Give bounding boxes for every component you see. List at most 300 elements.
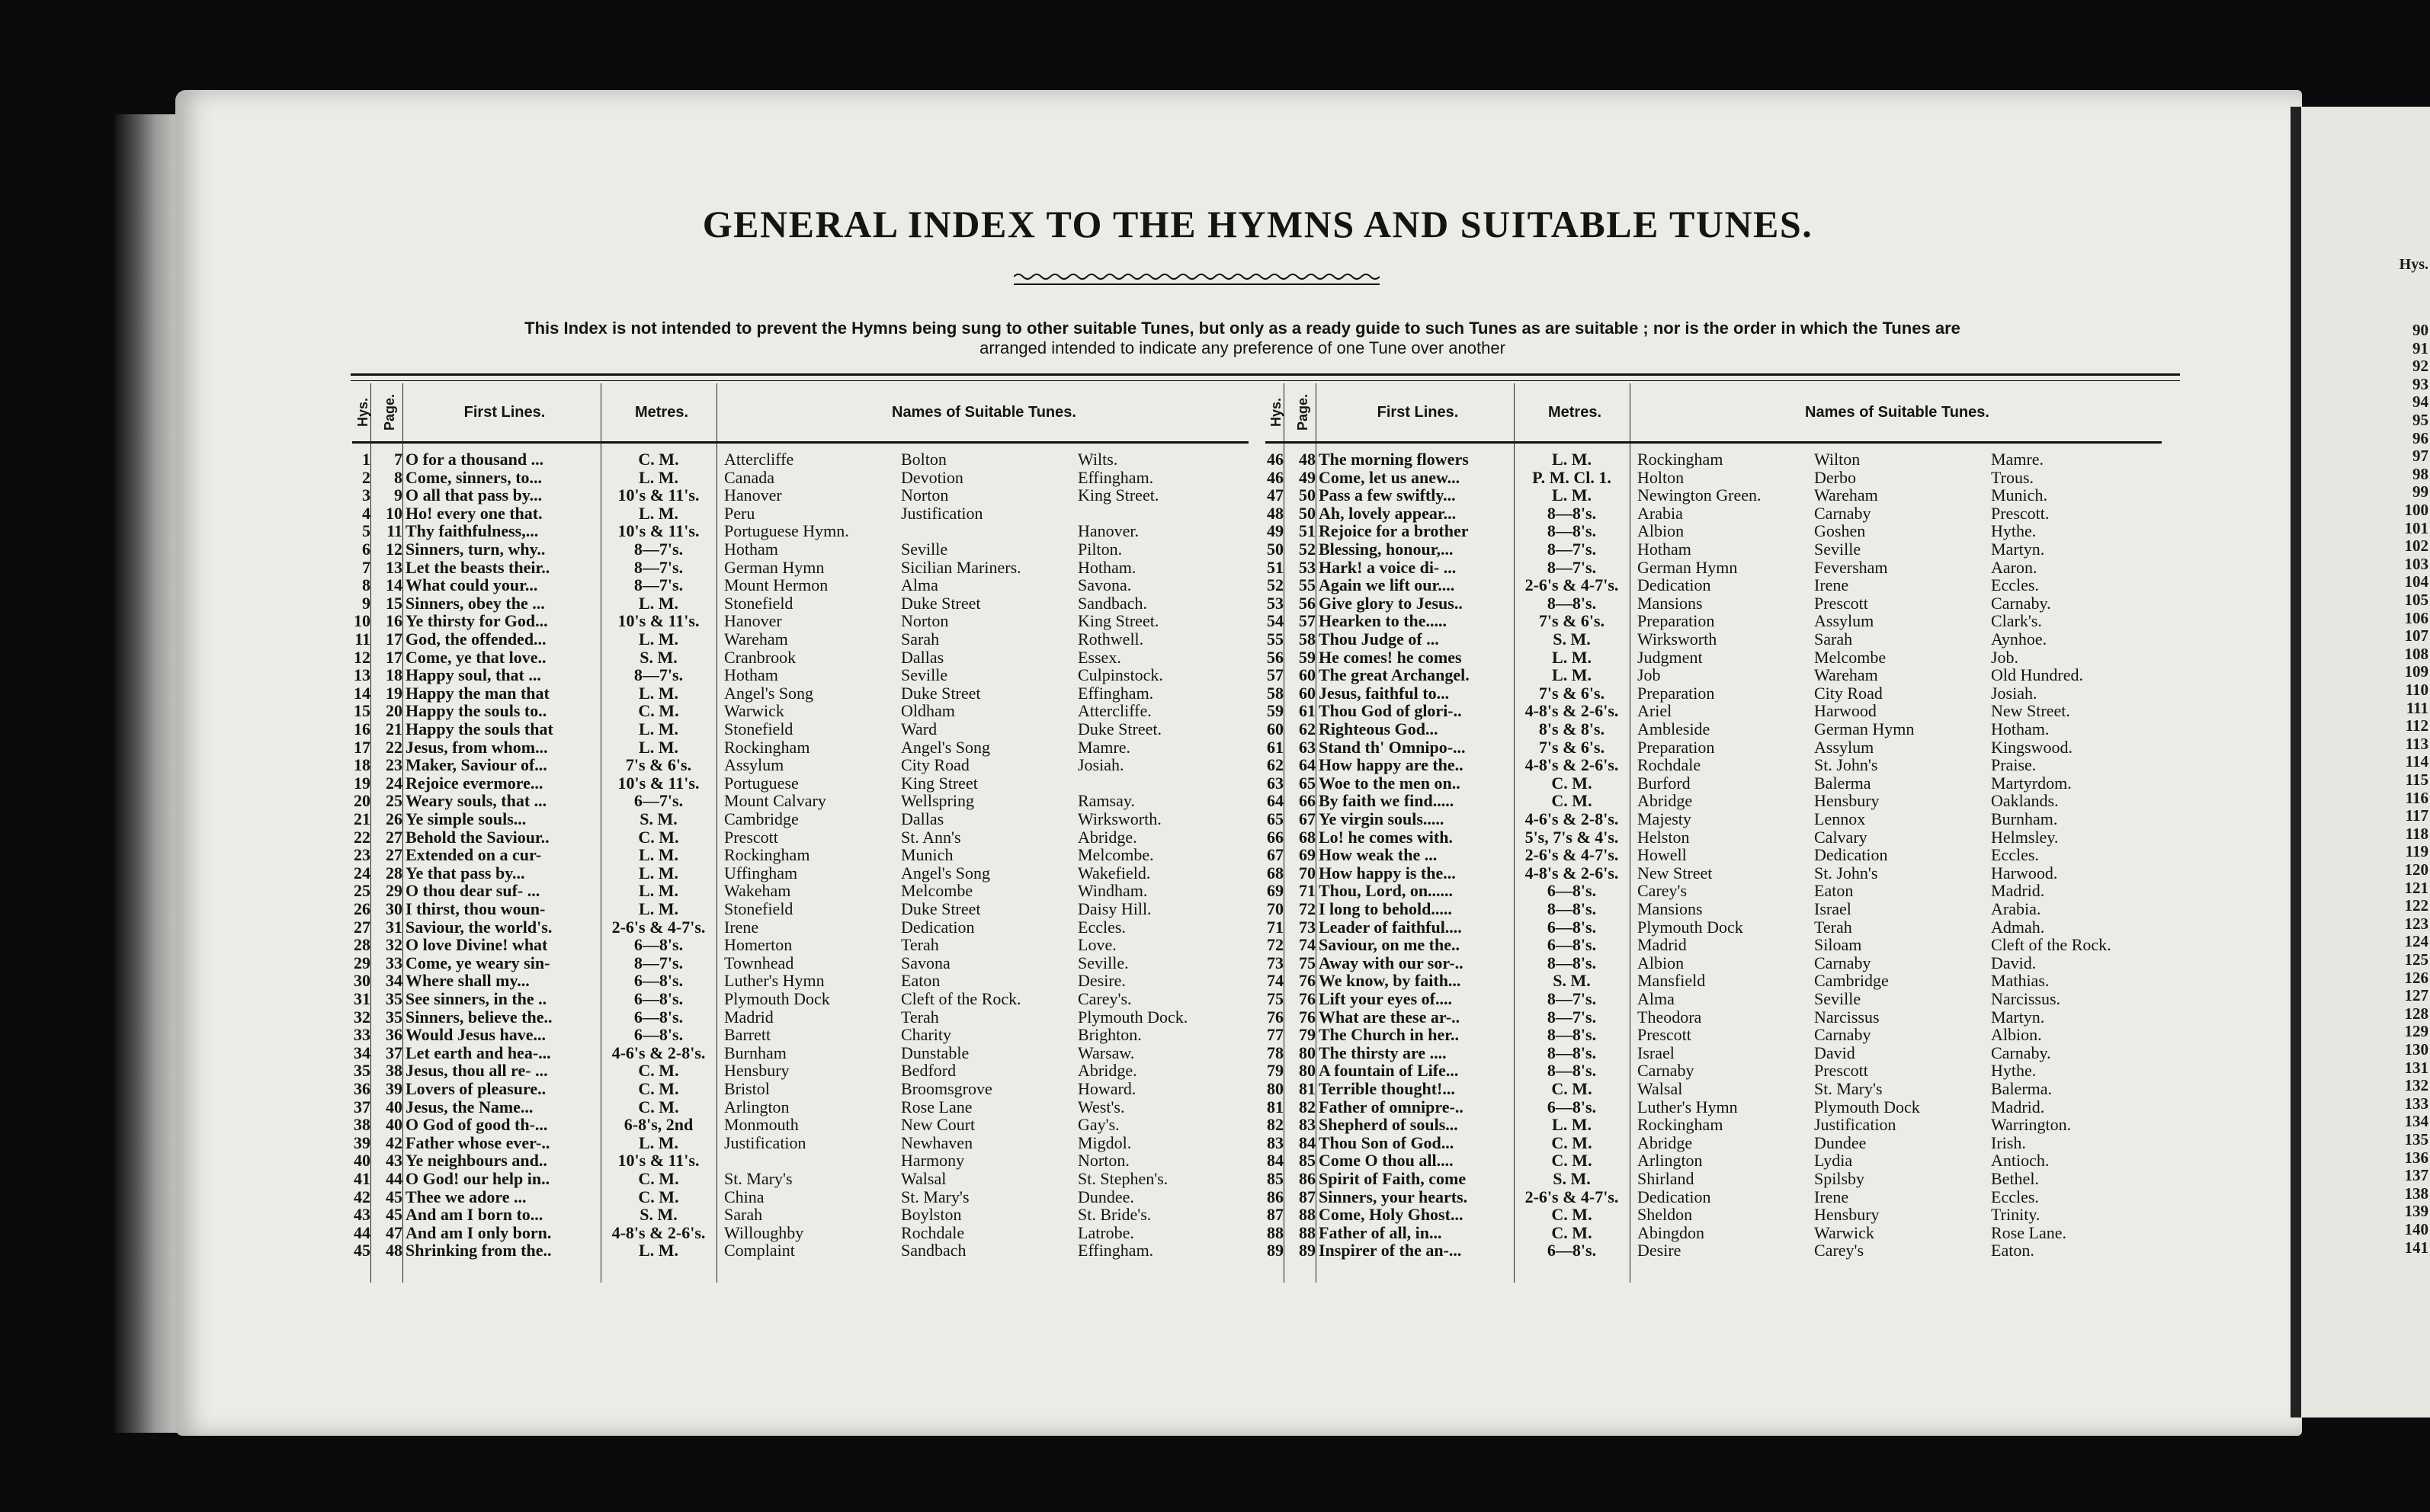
metre: C. M. (638, 1061, 679, 1081)
metre: L. M. (639, 737, 678, 757)
tune-1: Theodora (1637, 1007, 1702, 1027)
tune-3: Martyn. (1991, 540, 2045, 559)
tune-1: Abridge (1637, 791, 1693, 811)
hymn-number: 35 (354, 1061, 370, 1081)
page-number: 7 (394, 450, 402, 469)
metre: 6—8's. (1547, 917, 1597, 937)
first-line: Sinners, turn, why.. (406, 540, 546, 559)
tune-2: Duke Street (901, 593, 981, 613)
hymn-number: 87 (1267, 1205, 1284, 1225)
hymn-number: 75 (1267, 989, 1284, 1008)
first-line: Ye neighbours and.. (406, 1151, 547, 1171)
page-number: 75 (1299, 953, 1316, 972)
tune-3: Munich. (1991, 485, 2047, 505)
table-row (1265, 774, 2162, 793)
tune-2: Feversham (1814, 557, 1888, 577)
tune-2: Walsal (901, 1169, 947, 1188)
hymn-number: 70 (1267, 899, 1284, 918)
next-page-hymn-number: 138 (2404, 1184, 2428, 1203)
first-line: Leader of faithful.... (1319, 917, 1462, 937)
metre: 6—8's. (633, 1007, 684, 1027)
metre: C. M. (638, 827, 679, 847)
tune-3: Josiah. (1991, 683, 2037, 703)
page-number: 76 (1299, 971, 1316, 991)
first-line: What are these ar-.. (1319, 1007, 1460, 1027)
first-line: Happy the souls to.. (406, 701, 547, 721)
tune-1: German Hymn (1637, 557, 1738, 577)
metre: S. M. (640, 647, 678, 667)
tune-2: Justification (901, 503, 983, 523)
page-number: 50 (1299, 485, 1316, 505)
next-page-hymn-number: 95 (2412, 411, 2428, 429)
tune-2: Hensbury (1814, 1205, 1880, 1225)
first-line: Thee we adore ... (406, 1187, 527, 1206)
page-number: 80 (1299, 1061, 1316, 1081)
hymn-number: 85 (1267, 1169, 1284, 1188)
hymn-number: 56 (1267, 647, 1284, 667)
metre: S. M. (1553, 1169, 1591, 1188)
hymn-number: 59 (1267, 701, 1284, 721)
metre: C. M. (1551, 773, 1592, 793)
tune-2: Derbo (1814, 467, 1856, 487)
tune-1: Ambleside (1637, 719, 1710, 738)
page-number: 19 (386, 683, 402, 703)
hymn-number: 14 (354, 683, 370, 703)
first-line: And am I born to... (406, 1205, 543, 1225)
table-row (352, 702, 1249, 720)
tune-3: Desire. (1078, 971, 1126, 991)
page-number: 17 (386, 647, 402, 667)
tune-1: New Street (1637, 863, 1713, 883)
tune-3: Seville. (1078, 953, 1129, 972)
tune-1: Arlington (724, 1097, 790, 1116)
tune-1: Madrid (724, 1007, 774, 1027)
page-number: 53 (1299, 557, 1316, 577)
metre: 8—8's. (1547, 899, 1597, 918)
hys-header-label: Hys. (354, 397, 370, 428)
hymn-number: 55 (1267, 629, 1284, 649)
next-page-hymn-number: 131 (2404, 1058, 2428, 1077)
tune-1: Rockingham (1637, 450, 1723, 469)
metre: 8—7's. (1547, 1007, 1597, 1027)
tune-3: Carey's. (1078, 989, 1132, 1008)
tune-2: Carnaby (1814, 1025, 1871, 1045)
table-row (1265, 576, 2162, 594)
table-row (352, 1044, 1249, 1062)
hymn-number: 8 (362, 575, 370, 595)
tune-2: Wilton (1814, 450, 1861, 469)
tune-2: Eaton (901, 971, 941, 991)
tune-1: Majesty (1637, 809, 1691, 828)
table-row (1265, 1080, 2162, 1098)
next-page-hymn-numbers (2399, 256, 2430, 1349)
tune-3: Eccles. (1991, 845, 2039, 865)
hymn-number: 3 (362, 485, 370, 505)
tune-1: Willoughby (724, 1222, 804, 1242)
table-row (352, 990, 1249, 1008)
table-row (1265, 649, 2162, 667)
tune-2: St. John's (1814, 755, 1878, 775)
tune-1: Plymouth Dock (1637, 917, 1743, 937)
tune-3: Effingham. (1078, 1241, 1154, 1261)
tune-2: Broomsgrove (901, 1079, 992, 1098)
tune-3: Helmsley. (1991, 827, 2059, 847)
metre: L. M. (639, 881, 678, 901)
first-line: How happy is the... (1319, 863, 1456, 883)
tune-2: St. Mary's (901, 1187, 970, 1206)
tune-2: New Court (901, 1115, 976, 1135)
tune-3: Rose Lane. (1991, 1222, 2066, 1242)
metre: L. M. (639, 845, 678, 865)
metre: 8—7's. (633, 953, 684, 972)
metres-header (1517, 383, 1633, 441)
hymn-number: 73 (1267, 953, 1284, 972)
tune-3: Clark's. (1991, 611, 2042, 631)
tune-2: Munich (901, 845, 954, 865)
hymn-number: 46 (1267, 467, 1284, 487)
page-number: 30 (386, 899, 402, 918)
tune-2: Plymouth Dock (1814, 1097, 1920, 1116)
table-row (1265, 936, 2162, 954)
metre: C. M. (638, 1169, 679, 1188)
first-line: Happy soul, that ... (406, 665, 541, 685)
tune-1: Preparation (1637, 737, 1715, 757)
table-row (1265, 559, 2162, 577)
tune-1: Newington Green. (1637, 485, 1762, 505)
tune-2: Dallas (901, 809, 944, 828)
first-lines-header (406, 383, 604, 441)
next-page-hymn-number: 115 (2405, 770, 2428, 789)
next-page-hymn-number: 92 (2412, 357, 2428, 376)
next-page-hymn-number: 132 (2404, 1076, 2428, 1095)
next-page-hymn-number: 100 (2404, 501, 2428, 519)
tune-3: Love. (1078, 935, 1117, 955)
next-page-hymn-number: 94 (2412, 392, 2428, 412)
tune-3: Josiah. (1078, 755, 1124, 775)
table-row (352, 1026, 1249, 1044)
table-row (1265, 666, 2162, 684)
tune-2: St. Ann's (901, 827, 961, 847)
page-number: 48 (1299, 450, 1316, 469)
tune-3: Hotham. (1991, 719, 2050, 738)
table-row (1265, 630, 2162, 649)
first-line: Come, sinners, to... (406, 467, 543, 487)
hymn-number: 84 (1267, 1151, 1284, 1171)
tune-1: Cambridge (724, 809, 799, 828)
hymn-number: 4 (362, 503, 370, 523)
tune-2: Harmony (901, 1151, 965, 1171)
first-line: Sinners, your hearts. (1319, 1187, 1468, 1206)
next-page-hymn-number: 103 (2404, 554, 2428, 573)
page-number: 45 (386, 1205, 402, 1225)
metre: L. M. (639, 719, 678, 738)
page-number: 10 (386, 503, 402, 523)
tune-3: Carnaby. (1991, 593, 2051, 613)
table-row (352, 720, 1249, 738)
page-number: 60 (1299, 683, 1316, 703)
page-number: 74 (1299, 935, 1316, 955)
hymn-number: 21 (354, 809, 370, 828)
table-row (1265, 756, 2162, 774)
first-line: O God of good th-... (406, 1115, 548, 1135)
tune-3: Irish. (1991, 1132, 2026, 1152)
metre: 8—8's. (1547, 1043, 1597, 1062)
first-line: Ye thirsty for God... (406, 611, 548, 631)
tune-2: Eaton (1814, 881, 1854, 901)
tune-3: Attercliffe. (1078, 701, 1152, 721)
metre: L. M. (639, 1241, 678, 1261)
page-number: 88 (1299, 1205, 1316, 1225)
table-row (1265, 1008, 2162, 1027)
tune-3: Brighton. (1078, 1025, 1142, 1045)
hymn-number: 13 (354, 665, 370, 685)
tune-2: Harwood (1814, 701, 1877, 721)
page-number: 76 (1299, 1007, 1316, 1027)
hymn-number: 39 (354, 1132, 370, 1152)
page-header-label: Page. (381, 393, 397, 431)
tune-1: Assylum (724, 755, 784, 775)
metre: P. M. Cl. 1. (1532, 467, 1611, 487)
next-page-hymn-number: 126 (2404, 968, 2428, 987)
tune-2: Charity (901, 1025, 951, 1045)
page-number: 76 (1299, 989, 1316, 1008)
tune-1: Attercliffe (724, 450, 794, 469)
tune-3: David. (1991, 953, 2037, 972)
page-number: 56 (1299, 593, 1316, 613)
table-row (1265, 486, 2162, 505)
tune-3: Prescott. (1991, 503, 2050, 523)
next-page-hymn-number: 133 (2404, 1094, 2428, 1113)
tune-3: Aynhoe. (1991, 629, 2047, 649)
table-row (352, 1224, 1249, 1242)
table-row (1265, 954, 2162, 972)
page-number: 83 (1299, 1115, 1316, 1135)
table-row (1265, 450, 2162, 469)
next-page-hymn-number: 114 (2405, 752, 2428, 771)
page-header-label: Page. (1294, 393, 1310, 431)
table-row (352, 469, 1249, 487)
first-line: The thirsty are .... (1319, 1043, 1447, 1062)
page-number: 49 (1299, 467, 1316, 487)
tune-1: German Hymn (724, 557, 825, 577)
next-page-hymn-number: 101 (2404, 518, 2428, 537)
first-line: Inspirer of the an-... (1319, 1241, 1462, 1261)
page-number: 89 (1299, 1241, 1316, 1261)
hymn-number: 58 (1267, 683, 1284, 703)
first-line: By faith we find..... (1319, 791, 1454, 811)
page-number: 68 (1299, 827, 1316, 847)
hys-header-label: Hys. (1268, 397, 1284, 428)
table-row (1265, 702, 2162, 720)
metre: S. M. (640, 809, 678, 828)
table-row (1265, 720, 2162, 738)
tunes-header (1633, 383, 2162, 441)
tune-3: Hotham. (1078, 557, 1136, 577)
hymn-number: 43 (354, 1205, 370, 1225)
hymn-number: 24 (354, 863, 370, 883)
first-line: Saviour, on me the.. (1319, 935, 1460, 955)
tune-1: Walsal (1637, 1079, 1683, 1098)
page-number: 29 (386, 881, 402, 901)
metre: 7's & 6's. (625, 755, 692, 775)
tune-2: Cambridge (1814, 971, 1889, 991)
tune-1: Mount Hermon (724, 575, 829, 595)
first-lines-header (1319, 383, 1517, 441)
tune-2: St. Mary's (1814, 1079, 1883, 1098)
tune-3: West's. (1078, 1097, 1125, 1116)
next-page-hymn-number: 107 (2404, 626, 2428, 645)
page-number: 35 (386, 1007, 402, 1027)
hymn-number: 30 (354, 971, 370, 991)
hymn-number: 1 (362, 450, 370, 469)
next-page-hymn-number: 130 (2404, 1040, 2428, 1059)
metre: S. M. (1553, 629, 1591, 649)
page-number: 37 (386, 1043, 402, 1062)
hymn-number: 5 (362, 521, 370, 541)
hymn-number: 33 (354, 1025, 370, 1045)
tune-3: Trinity. (1991, 1205, 2040, 1225)
index-note-line-2: arranged intended to indicate any preference of one Tune over another (979, 338, 1505, 357)
tune-3: Plymouth Dock. (1078, 1007, 1188, 1027)
next-page-hymn-number: 137 (2404, 1166, 2428, 1185)
page-title: GENERAL INDEX TO THE HYMNS AND SUITABLE TUNES. (702, 203, 1813, 245)
metre: L. M. (639, 863, 678, 883)
tune-1: Rockingham (724, 845, 810, 865)
hymn-number: 27 (354, 917, 370, 937)
table-row (1265, 882, 2162, 900)
metre: 10's & 11's. (617, 611, 700, 631)
tune-2: David (1814, 1043, 1855, 1062)
tune-3: Balerma. (1991, 1079, 2053, 1098)
table-row (1265, 540, 2162, 559)
metre: 10's & 11's. (617, 773, 700, 793)
tune-2: Assylum (1814, 737, 1874, 757)
page-number: 40 (386, 1115, 402, 1135)
metre: L. M. (1552, 665, 1592, 685)
tune-1: Justification (724, 1132, 806, 1152)
tune-1: Burnham (724, 1043, 787, 1062)
next-page-hymn-number: 118 (2405, 824, 2428, 843)
first-line: Let earth and hea-... (406, 1043, 551, 1062)
tune-3: Duke Street. (1078, 719, 1162, 738)
table-row (1265, 1062, 2162, 1080)
first-line: Shrinking from the.. (406, 1241, 552, 1261)
hymn-number: 88 (1267, 1222, 1284, 1242)
next-page-hymn-number: 96 (2412, 428, 2428, 447)
tune-1: Rockingham (724, 737, 810, 757)
tune-2: Wareham (1814, 485, 1878, 505)
page-number: 18 (386, 665, 402, 685)
page-number: 17 (386, 629, 402, 649)
tune-2: Carnaby (1814, 953, 1871, 972)
next-page-hymn-number: 128 (2404, 1004, 2428, 1023)
tune-3: Trous. (1991, 467, 2034, 487)
metre: C. M. (638, 1097, 679, 1116)
tune-1: Angel's Song (724, 683, 814, 703)
first-line: Spirit of Faith, come (1319, 1169, 1467, 1188)
tune-1: Luther's Hymn (1637, 1097, 1738, 1116)
tune-2: City Road (1814, 683, 1883, 703)
hymn-number: 48 (1267, 503, 1284, 523)
hymn-number: 11 (354, 629, 370, 649)
tune-3: Pilton. (1078, 540, 1123, 559)
first-line: Come, ye that love.. (406, 647, 547, 667)
first-line: Father of all, in... (1319, 1222, 1442, 1242)
tune-3: St. Bride's. (1078, 1205, 1152, 1225)
tune-3: Antioch. (1991, 1151, 2050, 1171)
page-number: 62 (1299, 719, 1316, 738)
first-line: Woe to the men on.. (1319, 773, 1460, 793)
page-number: 15 (386, 593, 402, 613)
tune-2: Sarah (1814, 629, 1853, 649)
first-line: How weak the ... (1319, 845, 1438, 865)
next-page-hymn-number: 123 (2404, 914, 2428, 933)
page-number: 43 (386, 1151, 402, 1171)
tune-1: Bristol (724, 1079, 770, 1098)
next-page-hys-header: Hys. (2399, 256, 2428, 273)
first-line: Jesus, faithful to... (1319, 683, 1450, 703)
metre: 8—8's. (1547, 593, 1597, 613)
table-row (1265, 828, 2162, 847)
page-number: 84 (1299, 1132, 1316, 1152)
metre: C. M. (638, 701, 679, 721)
page-number: 86 (1299, 1169, 1316, 1188)
first-line: Ye that pass by... (406, 863, 525, 883)
metre: 6—7's. (633, 791, 684, 811)
tune-2: Sicilian Mariners. (901, 557, 1021, 577)
tune-2: Prescott (1814, 1061, 1868, 1081)
hymn-number: 79 (1267, 1061, 1284, 1081)
metre: 10's & 11's. (617, 1151, 700, 1171)
page-number: 40 (386, 1097, 402, 1116)
tune-1: Carey's (1637, 881, 1688, 901)
tune-2: Cleft of the Rock. (901, 989, 1021, 1008)
hymn-number: 49 (1267, 521, 1284, 541)
tune-1: Canada (724, 467, 774, 487)
tune-3: Daisy Hill. (1078, 899, 1152, 918)
page-number: 34 (386, 971, 402, 991)
tune-2: Rose Lane (901, 1097, 973, 1116)
tune-2: Assylum (1814, 611, 1874, 631)
next-page-hymn-number: 141 (2404, 1238, 2428, 1257)
metre: C. M. (1551, 1205, 1592, 1225)
hymn-number: 36 (354, 1079, 370, 1098)
metre: 8—7's. (1547, 989, 1597, 1008)
tune-1: Abridge (1637, 1132, 1693, 1152)
hymn-number: 62 (1267, 755, 1284, 775)
hymn-number: 52 (1267, 575, 1284, 595)
tune-1: St. Mary's (724, 1169, 793, 1188)
table-row (1265, 1152, 2162, 1170)
table-row (1265, 990, 2162, 1008)
tune-3: Dundee. (1078, 1187, 1134, 1206)
next-page-hymn-number: 97 (2412, 447, 2428, 466)
tune-2: Wareham (1814, 665, 1878, 685)
table-row (1265, 505, 2162, 523)
page-number: 16 (386, 611, 402, 631)
tune-3: Narcissus. (1991, 989, 2061, 1008)
page-number: 38 (386, 1061, 402, 1081)
page-number: 88 (1299, 1222, 1316, 1242)
tune-2: Terah (901, 1007, 939, 1027)
table-row (1265, 864, 2162, 883)
metre: 7's & 6's. (1538, 611, 1605, 631)
hymn-number: 50 (1267, 540, 1284, 559)
hymn-number: 77 (1267, 1025, 1284, 1045)
table-row (352, 630, 1249, 649)
hymn-number: 81 (1267, 1097, 1284, 1116)
tune-2: Warwick (1814, 1222, 1874, 1242)
